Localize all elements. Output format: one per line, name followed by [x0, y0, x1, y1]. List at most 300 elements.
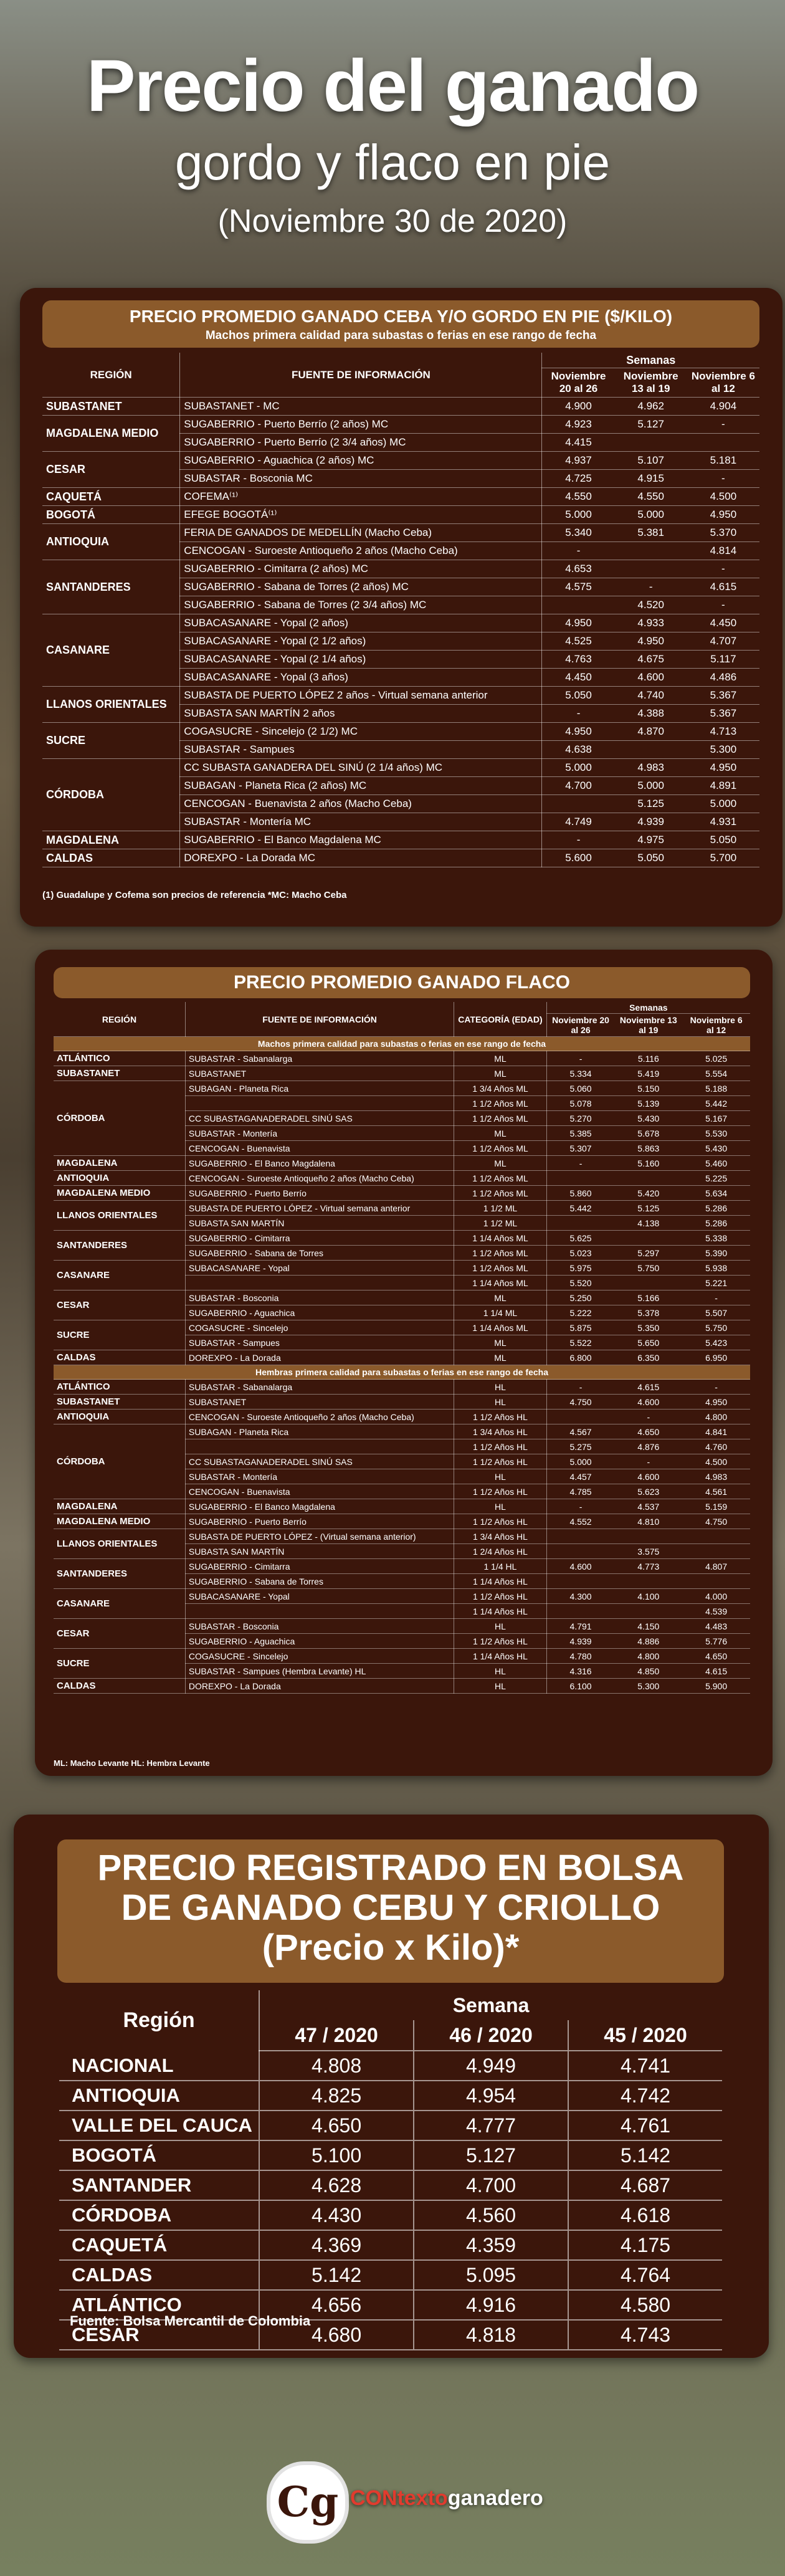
category-cell: HL: [454, 1469, 546, 1484]
category-cell: 1 1/2 Años ML: [454, 1111, 546, 1126]
value-cell: 5.623: [614, 1484, 682, 1499]
value-cell: 5.107: [615, 452, 687, 470]
table-row: [54, 1380, 750, 1395]
value-cell: 5.378: [614, 1305, 682, 1320]
source-cell: SUGABERRIO - Aguachica: [185, 1305, 454, 1320]
value-cell: 4.700: [542, 777, 615, 795]
value-cell: 4.742: [568, 2081, 722, 2111]
value-cell: 4.773: [614, 1559, 682, 1574]
region-cell: SANTANDERES: [42, 560, 180, 614]
value-cell: -: [546, 1051, 614, 1066]
value-cell: 4.150: [614, 1619, 682, 1634]
category-cell: 1 1/4 Años HL: [454, 1649, 546, 1664]
value-cell: 4.175: [568, 2230, 722, 2260]
value-cell: 4.713: [687, 723, 759, 741]
value-cell: 4.457: [546, 1469, 614, 1484]
source-cell: SUGABERRIO - Cimitarra (2 años) MC: [180, 560, 542, 578]
source-cell: [185, 1276, 454, 1290]
value-cell: 4.807: [682, 1559, 750, 1574]
col-week-3: 45 / 2020: [568, 2020, 722, 2051]
value-cell: 5.275: [546, 1439, 614, 1454]
table-ceba-panel: [20, 288, 783, 927]
category-cell: 1 1/2 Años ML: [454, 1096, 546, 1111]
value-cell: 6.950: [682, 1350, 750, 1365]
value-cell: 4.749: [542, 813, 615, 831]
table-ceba-title: PRECIO PROMEDIO GANADO CEBA Y/O GORDO EN PIE ($/KILO): [129, 307, 673, 326]
table-row: [59, 2230, 722, 2260]
table-row: [54, 1589, 750, 1604]
page-title: Precio del ganado: [86, 45, 699, 127]
source-cell: SUBASTA SAN MARTÍN: [185, 1544, 454, 1559]
value-cell: 4.950: [542, 614, 615, 632]
value-cell: 4.950: [687, 506, 759, 524]
value-cell: 4.950: [542, 723, 615, 741]
value-cell: 5.860: [546, 1186, 614, 1201]
value-cell: 5.125: [614, 1201, 682, 1216]
region-cell: LLANOS ORIENTALES: [42, 687, 180, 723]
value-cell: 4.800: [614, 1649, 682, 1664]
col-week-2: Noviembre 13 al 19: [615, 368, 687, 398]
table-row: [42, 831, 759, 849]
value-cell: 4.750: [682, 1514, 750, 1529]
value-cell: 6.800: [546, 1350, 614, 1365]
table-row: [42, 687, 759, 705]
category-cell: HL: [454, 1619, 546, 1634]
table-row: [54, 1619, 750, 1634]
table-row: [54, 1529, 750, 1544]
region-cell: MAGDALENA: [54, 1499, 185, 1514]
value-cell: 5.286: [682, 1216, 750, 1231]
value-cell: 4.653: [542, 560, 615, 578]
region-cell: MAGDALENA MEDIO: [42, 416, 180, 452]
source-cell: SUBASTAR - Sampues: [185, 1335, 454, 1350]
value-cell: 5.050: [615, 849, 687, 867]
value-cell: 4.954: [414, 2081, 568, 2111]
source-cell: COFEMA⁽¹⁾: [180, 488, 542, 506]
value-cell: 4.369: [259, 2230, 414, 2260]
region-cell: SANTANDERES: [54, 1231, 185, 1261]
value-cell: 5.530: [682, 1126, 750, 1141]
value-cell: 5.142: [259, 2260, 414, 2290]
value-cell: 4.650: [682, 1649, 750, 1664]
category-cell: 1 3/4 Años HL: [454, 1424, 546, 1439]
value-cell: 5.221: [682, 1276, 750, 1290]
col-region: REGIÓN: [42, 353, 180, 398]
value-cell: -: [614, 1410, 682, 1424]
value-cell: 5.385: [546, 1126, 614, 1141]
category-cell: ML: [454, 1156, 546, 1171]
region-cell: SUCRE: [54, 1649, 185, 1679]
region-cell: ANTIOQUIA: [42, 524, 180, 560]
value-cell: 5.300: [687, 741, 759, 759]
region-cell: LLANOS ORIENTALES: [54, 1201, 185, 1231]
page-subtitle: gordo y flaco en pie: [174, 135, 611, 190]
value-cell: 4.483: [682, 1619, 750, 1634]
value-cell: 3.575: [614, 1544, 682, 1559]
table-flaco-note: ML: Macho Levante HL: Hembra Levante: [54, 1758, 210, 1768]
category-cell: 1 1/4 Años ML: [454, 1276, 546, 1290]
value-cell: [546, 1410, 614, 1424]
value-cell: 5.167: [682, 1111, 750, 1126]
value-cell: 5.776: [682, 1634, 750, 1649]
value-cell: 4.777: [414, 2111, 568, 2140]
value-cell: 4.707: [687, 632, 759, 651]
value-cell: 4.615: [682, 1664, 750, 1679]
section-separator-row: [54, 1365, 750, 1380]
value-cell: [615, 741, 687, 759]
col-week-2: 46 / 2020: [414, 2020, 568, 2051]
table-row: [42, 560, 759, 578]
value-cell: 5.350: [614, 1320, 682, 1335]
value-cell: 5.390: [682, 1246, 750, 1261]
region-cell: CALDAS: [59, 2260, 259, 2290]
region-cell: CALDAS: [42, 849, 180, 867]
value-cell: 5.875: [546, 1320, 614, 1335]
value-cell: 4.687: [568, 2170, 722, 2200]
col-week-2: Noviembre 13 al 19: [614, 1014, 682, 1037]
value-cell: 4.818: [414, 2320, 568, 2350]
region-cell: CAQUETÁ: [59, 2230, 259, 2260]
value-cell: 5.381: [615, 524, 687, 542]
value-cell: 4.785: [546, 1484, 614, 1499]
source-cell: [185, 1096, 454, 1111]
table-row: [42, 416, 759, 434]
table-row: [54, 1424, 750, 1439]
source-cell: FERIA DE GANADOS DE MEDELLÍN (Macho Ceba): [180, 524, 542, 542]
source-cell: SUBASTANET - MC: [180, 398, 542, 416]
table-row: [59, 2200, 722, 2230]
value-cell: 4.359: [414, 2230, 568, 2260]
value-cell: 4.700: [414, 2170, 568, 2200]
value-cell: 5.300: [614, 1679, 682, 1694]
source-cell: SUGABERRIO - Aguachica: [185, 1634, 454, 1649]
region-cell: MAGDALENA MEDIO: [54, 1186, 185, 1201]
col-week-3: Noviembre 6 al 12: [687, 368, 759, 398]
category-cell: 1 1/4 Años ML: [454, 1320, 546, 1335]
value-cell: 5.600: [542, 849, 615, 867]
category-cell: HL: [454, 1395, 546, 1410]
table-row: [54, 1320, 750, 1335]
value-cell: [546, 1171, 614, 1186]
value-cell: 5.750: [682, 1320, 750, 1335]
value-cell: 4.937: [542, 452, 615, 470]
source-cell: SUBASTA SAN MARTÍN 2 años: [180, 705, 542, 723]
value-cell: 5.023: [546, 1246, 614, 1261]
table-row: [54, 1171, 750, 1186]
table-row: [54, 1156, 750, 1171]
category-cell: 1 1/2 ML: [454, 1201, 546, 1216]
table-row: [54, 1186, 750, 1201]
source-cell: COGASUCRE - Sincelejo (2 1/2) MC: [180, 723, 542, 741]
value-cell: [614, 1529, 682, 1544]
source-cell: CC SUBASTA GANADERA DEL SINÚ (2 1/4 años) MC: [180, 759, 542, 777]
table-row: [54, 1499, 750, 1514]
category-cell: 1 1/2 Años ML: [454, 1171, 546, 1186]
value-cell: 4.500: [682, 1454, 750, 1469]
region-cell: ATLÁNTICO: [59, 2290, 259, 2320]
source-cell: SUBAGAN - Planeta Rica (2 años) MC: [180, 777, 542, 795]
table-ceba-subtitle: Machos primera calidad para subastas o ferias en ese rango de fecha: [205, 329, 597, 342]
source-cell: CENCOGAN - Buenavista: [185, 1484, 454, 1499]
category-cell: ML: [454, 1335, 546, 1350]
value-cell: 4.415: [542, 434, 615, 452]
category-cell: ML: [454, 1350, 546, 1365]
value-cell: 4.615: [687, 578, 759, 596]
category-cell: ML: [454, 1126, 546, 1141]
table-row: [42, 398, 759, 416]
table-bolsa-title-line-3: (Precio x Kilo)*: [262, 1927, 520, 1968]
value-cell: 4.450: [542, 669, 615, 687]
value-cell: 4.638: [542, 741, 615, 759]
value-cell: 4.316: [546, 1664, 614, 1679]
region-cell: ATLÁNTICO: [54, 1051, 185, 1066]
table-row: [42, 759, 759, 777]
col-semanas: Semanas: [542, 353, 759, 368]
value-cell: 4.600: [614, 1469, 682, 1484]
value-cell: 5.159: [682, 1499, 750, 1514]
source-cell: SUBASTAR - Sampues: [180, 741, 542, 759]
category-cell: ML: [454, 1290, 546, 1305]
value-cell: 4.525: [542, 632, 615, 651]
value-cell: -: [687, 416, 759, 434]
value-cell: 4.800: [682, 1410, 750, 1424]
region-cell: NACIONAL: [59, 2051, 259, 2081]
region-cell: CÓRDOBA: [54, 1424, 185, 1499]
source-cell: CENCOGAN - Buenavista 2 años (Macho Ceba): [180, 795, 542, 813]
value-cell: 5.139: [614, 1096, 682, 1111]
table-bolsa: [59, 1990, 722, 2350]
value-cell: 5.250: [546, 1290, 614, 1305]
table-row: [54, 1395, 750, 1410]
source-cell: SUBAGAN - Planeta Rica: [185, 1424, 454, 1439]
value-cell: [542, 795, 615, 813]
value-cell: 4.850: [614, 1664, 682, 1679]
category-cell: 1 1/2 Años HL: [454, 1439, 546, 1454]
value-cell: [546, 1544, 614, 1559]
value-cell: 4.900: [542, 398, 615, 416]
category-cell: 1 1/2 Años HL: [454, 1484, 546, 1499]
category-cell: HL: [454, 1380, 546, 1395]
col-region: Región: [123, 2008, 195, 2032]
col-semanas: Semanas: [546, 1002, 750, 1014]
value-cell: [614, 1574, 682, 1589]
value-cell: 4.650: [614, 1424, 682, 1439]
category-cell: 1 1/4 Años HL: [454, 1574, 546, 1589]
value-cell: [687, 434, 759, 452]
value-cell: [682, 1544, 750, 1559]
source-cell: SUBACASANARE - Yopal (3 años): [180, 669, 542, 687]
table-row: [54, 1350, 750, 1365]
value-cell: [682, 1574, 750, 1589]
value-cell: 4.962: [615, 398, 687, 416]
source-cell: [185, 1439, 454, 1454]
value-cell: 4.764: [568, 2260, 722, 2290]
value-cell: 5.060: [546, 1081, 614, 1096]
value-cell: 5.078: [546, 1096, 614, 1111]
region-cell: CESAR: [54, 1619, 185, 1649]
source-cell: CENCOGAN - Suroeste Antioqueño 2 años (Macho Ceba): [185, 1410, 454, 1424]
region-cell: CÓRDOBA: [54, 1081, 185, 1156]
table-row: [42, 506, 759, 524]
source-cell: SUBACASANARE - Yopal (2 1/4 años): [180, 651, 542, 669]
value-cell: 4.891: [687, 777, 759, 795]
value-cell: [614, 1604, 682, 1619]
region-cell: CALDAS: [54, 1679, 185, 1694]
value-cell: 4.983: [682, 1469, 750, 1484]
table-ceba-banner: [42, 300, 759, 348]
value-cell: 5.370: [687, 524, 759, 542]
value-cell: 4.950: [687, 759, 759, 777]
value-cell: [682, 1529, 750, 1544]
value-cell: 4.138: [614, 1216, 682, 1231]
value-cell: 4.916: [414, 2290, 568, 2320]
region-cell: ANTIOQUIA: [54, 1171, 185, 1186]
value-cell: 5.000: [542, 759, 615, 777]
value-cell: 5.863: [614, 1141, 682, 1156]
region-cell: CESAR: [59, 2320, 259, 2350]
value-cell: 4.740: [615, 687, 687, 705]
value-cell: [615, 560, 687, 578]
table-bolsa-source: Fuente: Bolsa Mercantil de Colombia: [70, 2313, 311, 2329]
table-row: [54, 1290, 750, 1305]
source-cell: [185, 1604, 454, 1619]
value-cell: 4.600: [615, 669, 687, 687]
source-cell: SUBASTA DE PUERTO LÓPEZ 2 años - Virtual semana anterior: [180, 687, 542, 705]
value-cell: [546, 1574, 614, 1589]
category-cell: 1 1/2 Años HL: [454, 1634, 546, 1649]
category-cell: HL: [454, 1499, 546, 1514]
source-cell: CC SUBASTAGANADERADEL SINÚ SAS: [185, 1111, 454, 1126]
value-cell: -: [687, 596, 759, 614]
value-cell: 5.270: [546, 1111, 614, 1126]
category-cell: 1 1/4 HL: [454, 1559, 546, 1574]
col-week-1: Noviembre 20 al 26: [546, 1014, 614, 1037]
col-week-1: 47 / 2020: [259, 2020, 414, 2051]
value-cell: 5.160: [614, 1156, 682, 1171]
source-cell: SUGABERRIO - Puerto Berrío (2 3/4 años) MC: [180, 434, 542, 452]
value-cell: 5.522: [546, 1335, 614, 1350]
value-cell: 4.575: [542, 578, 615, 596]
value-cell: 4.561: [682, 1484, 750, 1499]
value-cell: 4.870: [615, 723, 687, 741]
value-cell: 5.634: [682, 1186, 750, 1201]
value-cell: -: [614, 1454, 682, 1469]
region-cell: VALLE DEL CAUCA: [59, 2111, 259, 2140]
value-cell: 4.725: [542, 470, 615, 488]
value-cell: 4.886: [614, 1634, 682, 1649]
region-cell: MAGDALENA: [42, 831, 180, 849]
value-cell: 5.000: [542, 506, 615, 524]
source-cell: COGASUCRE - Sincelejo: [185, 1320, 454, 1335]
table-row: [42, 452, 759, 470]
category-cell: 1 1/4 Años HL: [454, 1604, 546, 1619]
table-flaco-panel: [35, 950, 773, 1776]
value-cell: 4.814: [687, 542, 759, 560]
region-cell: BOGOTÁ: [42, 506, 180, 524]
source-cell: SUBASTAR - Sabanalarga: [185, 1051, 454, 1066]
value-cell: 4.500: [687, 488, 759, 506]
value-cell: 4.915: [615, 470, 687, 488]
source-cell: SUGABERRIO - El Banco Magdalena MC: [180, 831, 542, 849]
section-separator: Hembras primera calidad para subastas o ferias en ese rango de fecha: [54, 1365, 750, 1380]
region-cell: CESAR: [54, 1290, 185, 1320]
category-cell: 1 1/2 Años ML: [454, 1141, 546, 1156]
value-cell: 5.900: [682, 1679, 750, 1694]
source-cell: CENCOGAN - Suroeste Antioqueño 2 años (Macho Ceba): [180, 542, 542, 560]
value-cell: 4.100: [614, 1589, 682, 1604]
source-cell: SUBASTAR - Bosconia: [185, 1619, 454, 1634]
value-cell: 4.680: [259, 2320, 414, 2350]
source-cell: SUBASTAR - Sampues (Hembra Levante) HL: [185, 1664, 454, 1679]
table-ceba: [42, 353, 759, 867]
value-cell: 5.166: [614, 1290, 682, 1305]
col-fuente: FUENTE DE INFORMACIÓN: [180, 353, 542, 398]
value-cell: 4.650: [259, 2111, 414, 2140]
value-cell: -: [687, 560, 759, 578]
value-cell: 4.780: [546, 1649, 614, 1664]
region-cell: CESAR: [42, 452, 180, 488]
value-cell: 4.975: [615, 831, 687, 849]
source-cell: SUBASTA DE PUERTO LÓPEZ - Virtual semana anterior: [185, 1201, 454, 1216]
source-cell: SUGABERRIO - Sabana de Torres (2 3/4 años) MC: [180, 596, 542, 614]
value-cell: -: [542, 542, 615, 560]
source-cell: SUBACASANARE - Yopal (2 años): [180, 614, 542, 632]
category-cell: 1 1/2 ML: [454, 1216, 546, 1231]
value-cell: 4.939: [615, 813, 687, 831]
table-row: [54, 1261, 750, 1276]
value-cell: 4.539: [682, 1604, 750, 1619]
value-cell: 4.825: [259, 2081, 414, 2111]
value-cell: 4.876: [614, 1439, 682, 1454]
value-cell: 4.761: [568, 2111, 722, 2140]
value-cell: 4.567: [546, 1424, 614, 1439]
hero-header: [0, 0, 785, 274]
brand-part-c: ganadero: [447, 2486, 543, 2510]
value-cell: 4.949: [414, 2051, 568, 2081]
table-row: [42, 488, 759, 506]
region-cell: ANTIOQUIA: [54, 1410, 185, 1424]
value-cell: 5.442: [682, 1096, 750, 1111]
table-row: [59, 2051, 722, 2081]
source-cell: SUBASTANET: [185, 1066, 454, 1081]
value-cell: 5.507: [682, 1305, 750, 1320]
table-row: [42, 723, 759, 741]
source-cell: EFEGE BOGOTÁ⁽¹⁾: [180, 506, 542, 524]
region-cell: SUCRE: [54, 1320, 185, 1350]
value-cell: 5.334: [546, 1066, 614, 1081]
region-cell: CÓRDOBA: [42, 759, 180, 831]
table-row: [54, 1559, 750, 1574]
value-cell: 4.931: [687, 813, 759, 831]
table-flaco: [54, 1002, 750, 1694]
value-cell: 4.933: [615, 614, 687, 632]
region-cell: SANTANDER: [59, 2170, 259, 2200]
value-cell: 5.700: [687, 849, 759, 867]
region-cell: MAGDALENA: [54, 1156, 185, 1171]
source-cell: SUBACASANARE - Yopal: [185, 1261, 454, 1276]
value-cell: 5.423: [682, 1335, 750, 1350]
table-row: [42, 524, 759, 542]
col-week-3: Noviembre 6 al 12: [682, 1014, 750, 1037]
value-cell: 6.350: [614, 1350, 682, 1365]
table-ceba-note: (1) Guadalupe y Cofema son precios de referencia *MC: Macho Ceba: [42, 890, 347, 900]
col-week-1: Noviembre 20 al 26: [542, 368, 615, 398]
value-cell: 4.675: [615, 651, 687, 669]
category-cell: 1 1/2 Años HL: [454, 1454, 546, 1469]
region-cell: SUBASTANET: [42, 398, 180, 416]
value-cell: 5.125: [615, 795, 687, 813]
category-cell: 1 3/4 Años ML: [454, 1081, 546, 1096]
